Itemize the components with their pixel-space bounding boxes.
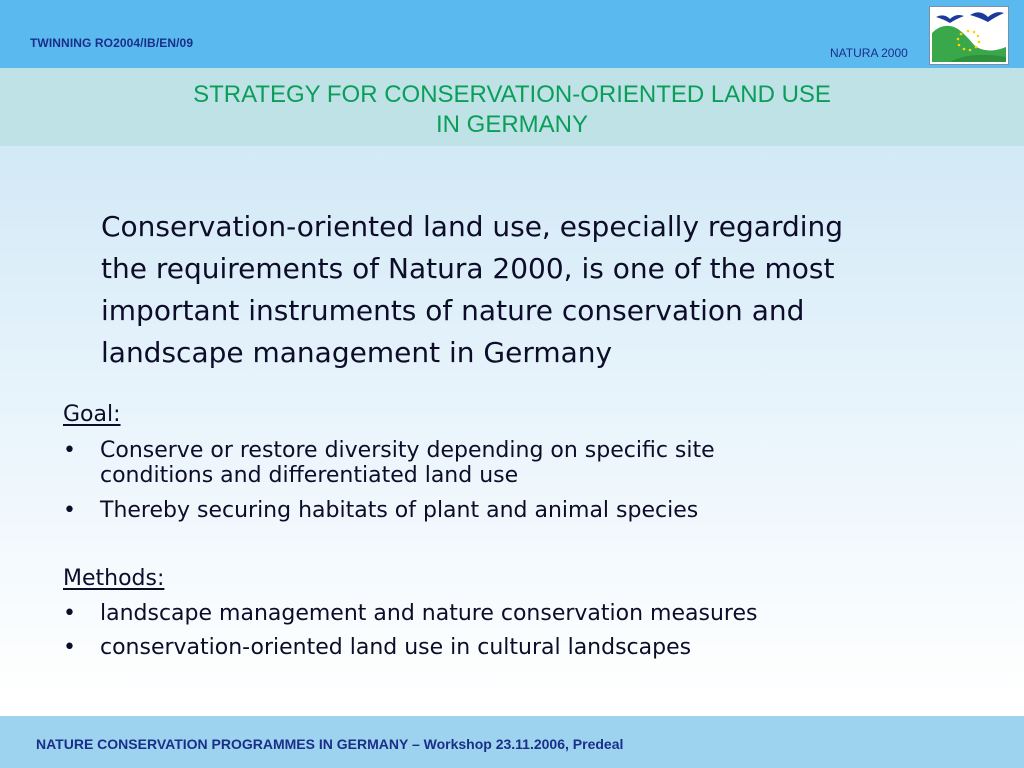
natura2000-logo-icon [929,6,1009,65]
intro-line: landscape management in Germany [101,336,613,369]
intro-line: Conservation-oriented land use, especially regarding [101,210,844,243]
footer-text: NATURE CONSERVATION PROGRAMMES IN GERMANY – Workshop 23.11.2006, Predeal [36,736,624,752]
project-code: TWINNING RO2004/IB/EN/09 [30,36,194,50]
page-title-line2: IN GERMANY [435,111,588,138]
methods-item-text: conservation-oriented land use in cultural landscapes [100,635,692,660]
methods-item [63,601,963,626]
goal-item-line: Thereby securing habitats of plant and animal species [100,498,699,523]
intro-line: important instruments of nature conservation and [101,294,805,327]
logo-graphic [930,7,1008,64]
bullet-icon: • [63,601,76,626]
bullet-icon: • [63,498,76,523]
bullet-icon: • [63,635,76,660]
goal-item-line: Conserve or restore diversity depending on specific site [100,438,715,463]
goal-item-line: conditions and differentiated land use [100,463,519,488]
page-title [0,80,1024,140]
intro-line: the requirements of Natura 2000, is one of the most [101,252,835,285]
goal-item [63,498,963,523]
methods-heading: Methods: [63,566,165,591]
natura-label: NATURA 2000 [830,46,908,60]
methods-item-text: landscape management and nature conservation measures [100,601,758,626]
methods-item [63,635,963,660]
page-title-line1: STRATEGY FOR CONSERVATION-ORIENTED LAND USE [193,81,831,108]
goal-heading: Goal: [63,402,121,427]
intro-paragraph [101,206,981,374]
bullet-icon: • [63,438,76,463]
goal-item [63,438,963,488]
